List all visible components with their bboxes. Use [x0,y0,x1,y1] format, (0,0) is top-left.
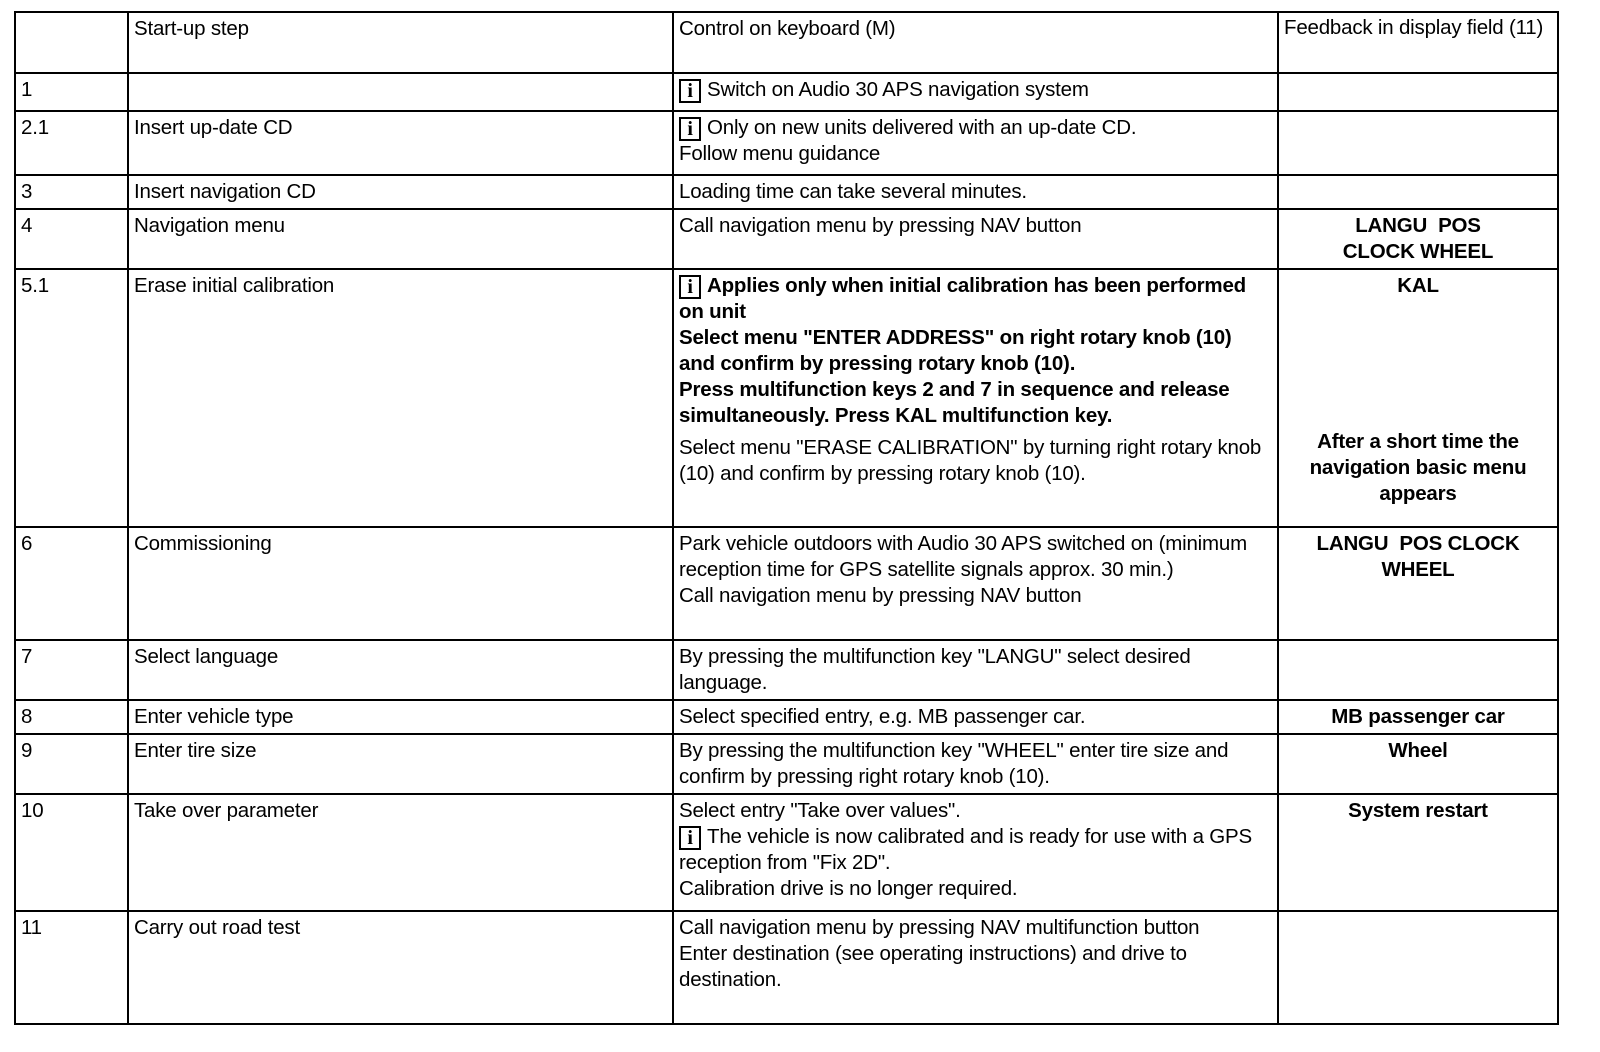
control-bold-block [679,274,1272,429]
table-row [15,269,1558,527]
feedback-text: LANGU POS [1355,214,1481,237]
row-control [673,911,1278,1024]
control-text: Calibration drive is no longer required. [679,877,1018,900]
feedback-text: After a short time the navigation basic menu appears [1309,430,1527,505]
row-step [128,73,673,111]
control-line [679,824,1272,876]
table-row [15,911,1558,1024]
row-step: Commissioning [128,527,673,640]
header-num [15,12,128,73]
row-feedback [1278,640,1558,700]
row-control: Select specified entry, e.g. MB passenger car. [673,700,1278,734]
row-control: Loading time can take several minutes. [673,175,1278,209]
control-text: Enter destination (see operating instructions) and drive to destination. [679,942,1187,991]
control-text: Only on new units delivered with an up-date CD. [707,116,1137,139]
row-control [673,527,1278,640]
table-row [15,209,1558,269]
feedback-text: CLOCK WHEEL [1342,240,1494,263]
row-control: Call navigation menu by pressing NAV button [673,209,1278,269]
row-feedback [1278,209,1558,269]
table-row [15,734,1558,794]
row-feedback [1278,175,1558,209]
control-text: Select entry "Take over values". [679,799,961,822]
row-feedback: MB passenger car [1278,700,1558,734]
startup-steps-table [14,11,1559,1025]
row-feedback [1278,269,1558,527]
row-num: 6 [15,527,128,640]
row-control [673,73,1278,111]
table-row [15,640,1558,700]
row-step: Carry out road test [128,911,673,1024]
row-num: 8 [15,700,128,734]
header-step: Start-up step [128,12,673,73]
row-step: Insert navigation CD [128,175,673,209]
row-control: By pressing the multifunction key "LANGU" select desired language. [673,640,1278,700]
header-feedback: Feedback in display field (11) [1278,12,1558,73]
row-step: Erase initial calibration [128,269,673,527]
header-row [15,12,1558,73]
row-feedback [1278,911,1558,1024]
row-feedback [1278,527,1558,640]
header-control: Control on keyboard (M) [673,12,1278,73]
info-icon: i [679,826,701,850]
feedback-text: KAL [1397,274,1439,297]
row-step: Navigation menu [128,209,673,269]
row-control [673,269,1278,527]
control-text: The vehicle is now calibrated and is ready for use with a GPS reception from "Fix 2D". [679,825,1252,874]
info-icon: i [679,79,701,103]
control-text: Call navigation menu by pressing NAV multifunction button [679,916,1200,939]
row-control [673,111,1278,175]
row-step: Enter vehicle type [128,700,673,734]
table-row [15,700,1558,734]
table-row [15,527,1558,640]
feedback-text: LANGU POS CLOCK WHEEL [1316,532,1525,581]
row-num: 3 [15,175,128,209]
row-control: By pressing the multifunction key "WHEEL" enter tire size and confirm by pressing right rotary knob (10). [673,734,1278,794]
row-num: 5.1 [15,269,128,527]
control-text-bold: Select menu "ENTER ADDRESS" on right rotary knob (10) and confirm by pressing rotary knob (10). [679,326,1232,375]
row-step: Select language [128,640,673,700]
table-row [15,111,1558,175]
row-step: Insert up-date CD [128,111,673,175]
control-text: Park vehicle outdoors with Audio 30 APS switched on (minimum reception time for GPS satellite signals approx. 30 min.) [679,532,1247,581]
row-num: 10 [15,794,128,911]
row-step: Take over parameter [128,794,673,911]
row-num: 4 [15,209,128,269]
row-feedback: Wheel [1278,734,1558,794]
control-text-bold: Press multifunction keys 2 and 7 in sequence and release simultaneously. Press KAL multifunction key. [679,378,1230,427]
info-icon: i [679,275,701,299]
row-control [673,794,1278,911]
table-row [15,794,1558,911]
row-feedback [1278,73,1558,111]
row-num: 7 [15,640,128,700]
info-icon: i [679,117,701,141]
row-num: 2.1 [15,111,128,175]
row-feedback [1278,111,1558,175]
table-row [15,73,1558,111]
control-text: Select menu "ERASE CALIBRATION" by turning right rotary knob (10) and confirm by pressing rotary knob (10). [679,436,1262,485]
control-text: Follow menu guidance [679,142,881,165]
row-step: Enter tire size [128,734,673,794]
control-text: Switch on Audio 30 APS navigation system [707,78,1089,101]
table-row [15,175,1558,209]
row-feedback: System restart [1278,794,1558,911]
control-text: Call navigation menu by pressing NAV button [679,584,1082,607]
row-num: 9 [15,734,128,794]
row-num: 1 [15,73,128,111]
control-text-bold: Applies only when initial calibration has been performed on unit [679,274,1246,323]
row-num: 11 [15,911,128,1024]
